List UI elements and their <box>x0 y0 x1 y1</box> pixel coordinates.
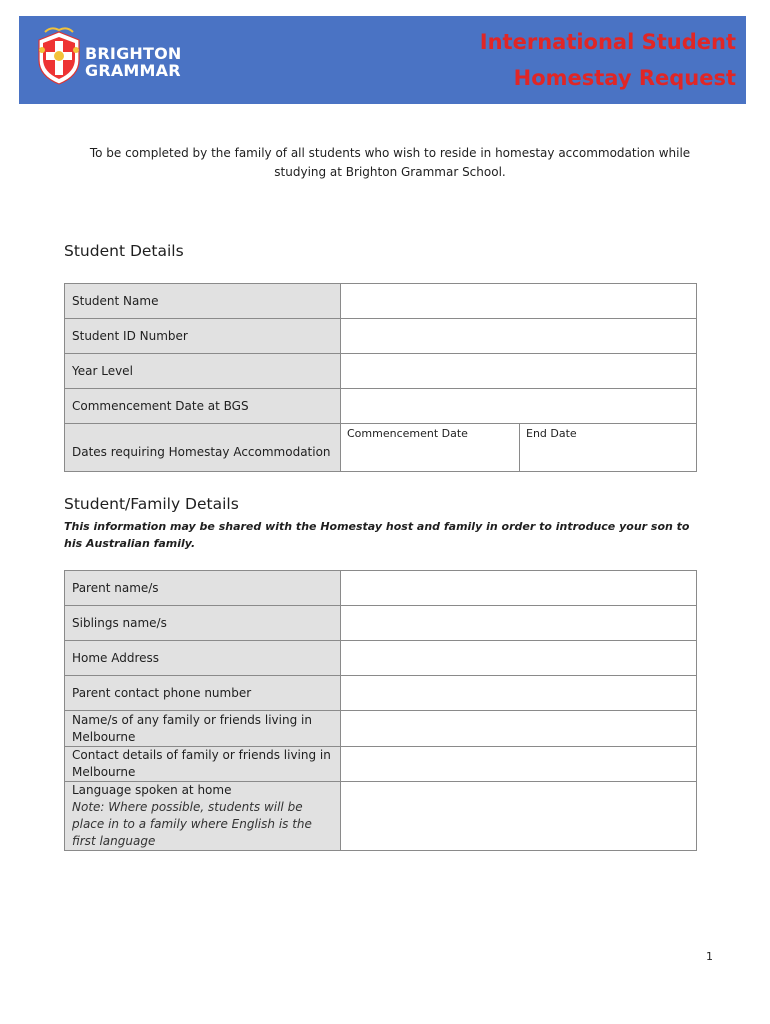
melbourne-contacts-details-field[interactable] <box>341 747 697 782</box>
home-address-label: Home Address <box>65 641 341 676</box>
table-row <box>65 747 697 782</box>
parent-phone-field[interactable] <box>341 676 697 711</box>
siblings-names-field[interactable] <box>341 606 697 641</box>
melbourne-contacts-names-field[interactable] <box>341 711 697 747</box>
year-level-label: Year Level <box>65 354 341 389</box>
commencement-date-label: Commencement Date at BGS <box>65 389 341 424</box>
table-row <box>65 389 697 424</box>
homestay-commencement-date-label: Commencement Date <box>347 427 468 440</box>
header-banner <box>19 16 746 104</box>
table-row <box>65 571 697 606</box>
parent-phone-label: Parent contact phone number <box>65 676 341 711</box>
parent-names-label: Parent name/s <box>65 571 341 606</box>
homestay-dates-cell <box>341 424 697 472</box>
home-address-field[interactable] <box>341 641 697 676</box>
commencement-date-field[interactable] <box>341 389 697 424</box>
document-title-line2: Homestay Request <box>513 66 736 90</box>
intro-line1: To be completed by the family of all students who wish to reside in homestay accommodation while <box>89 146 691 160</box>
table-row <box>65 711 697 747</box>
home-language-label: Language spoken at home <box>72 783 232 797</box>
home-language-label-cell <box>65 782 341 851</box>
table-row <box>65 284 697 319</box>
family-details-heading: Student/Family Details <box>64 495 239 513</box>
table-row <box>65 641 697 676</box>
document-title <box>480 24 736 96</box>
student-details-table <box>64 283 697 472</box>
student-id-label: Student ID Number <box>65 319 341 354</box>
school-crest-icon <box>35 26 83 86</box>
parent-names-field[interactable] <box>341 571 697 606</box>
homestay-dates-label: Dates requiring Homestay Accommodation <box>65 424 341 472</box>
table-row <box>65 606 697 641</box>
student-details-heading: Student Details <box>64 242 184 260</box>
family-details-table <box>64 570 697 851</box>
table-row <box>65 354 697 389</box>
student-name-label: Student Name <box>65 284 341 319</box>
document-title-line1: International Student <box>479 30 736 54</box>
school-logo <box>35 26 182 92</box>
homestay-end-date-label: End Date <box>526 427 577 440</box>
siblings-names-label: Siblings name/s <box>65 606 341 641</box>
family-details-note: This information may be shared with the Homestay host and family in order to introduce your son to his Australian family. <box>64 520 690 550</box>
melbourne-contacts-details-label: Contact details of family or friends living in Melbourne <box>65 747 341 782</box>
table-row <box>65 319 697 354</box>
table-row <box>65 676 697 711</box>
table-row <box>65 424 697 472</box>
school-wordmark <box>85 45 182 79</box>
home-language-field[interactable] <box>341 782 697 851</box>
home-language-note: Note: Where possible, students will be place in to a family where English is the first language <box>72 800 312 848</box>
school-name-line2: GRAMMAR <box>85 61 181 80</box>
homestay-end-date-field[interactable] <box>520 424 696 471</box>
student-name-field[interactable] <box>341 284 697 319</box>
homestay-commencement-date-field[interactable] <box>341 424 520 471</box>
page-number: 1 <box>706 950 713 963</box>
intro-text <box>60 144 720 182</box>
melbourne-contacts-names-label: Name/s of any family or friends living in Melbourne <box>65 711 341 747</box>
table-row <box>65 782 697 851</box>
school-name-line1: BRIGHTON <box>85 44 182 63</box>
intro-line2: studying at Brighton Grammar School. <box>274 165 506 179</box>
year-level-field[interactable] <box>341 354 697 389</box>
student-id-field[interactable] <box>341 319 697 354</box>
